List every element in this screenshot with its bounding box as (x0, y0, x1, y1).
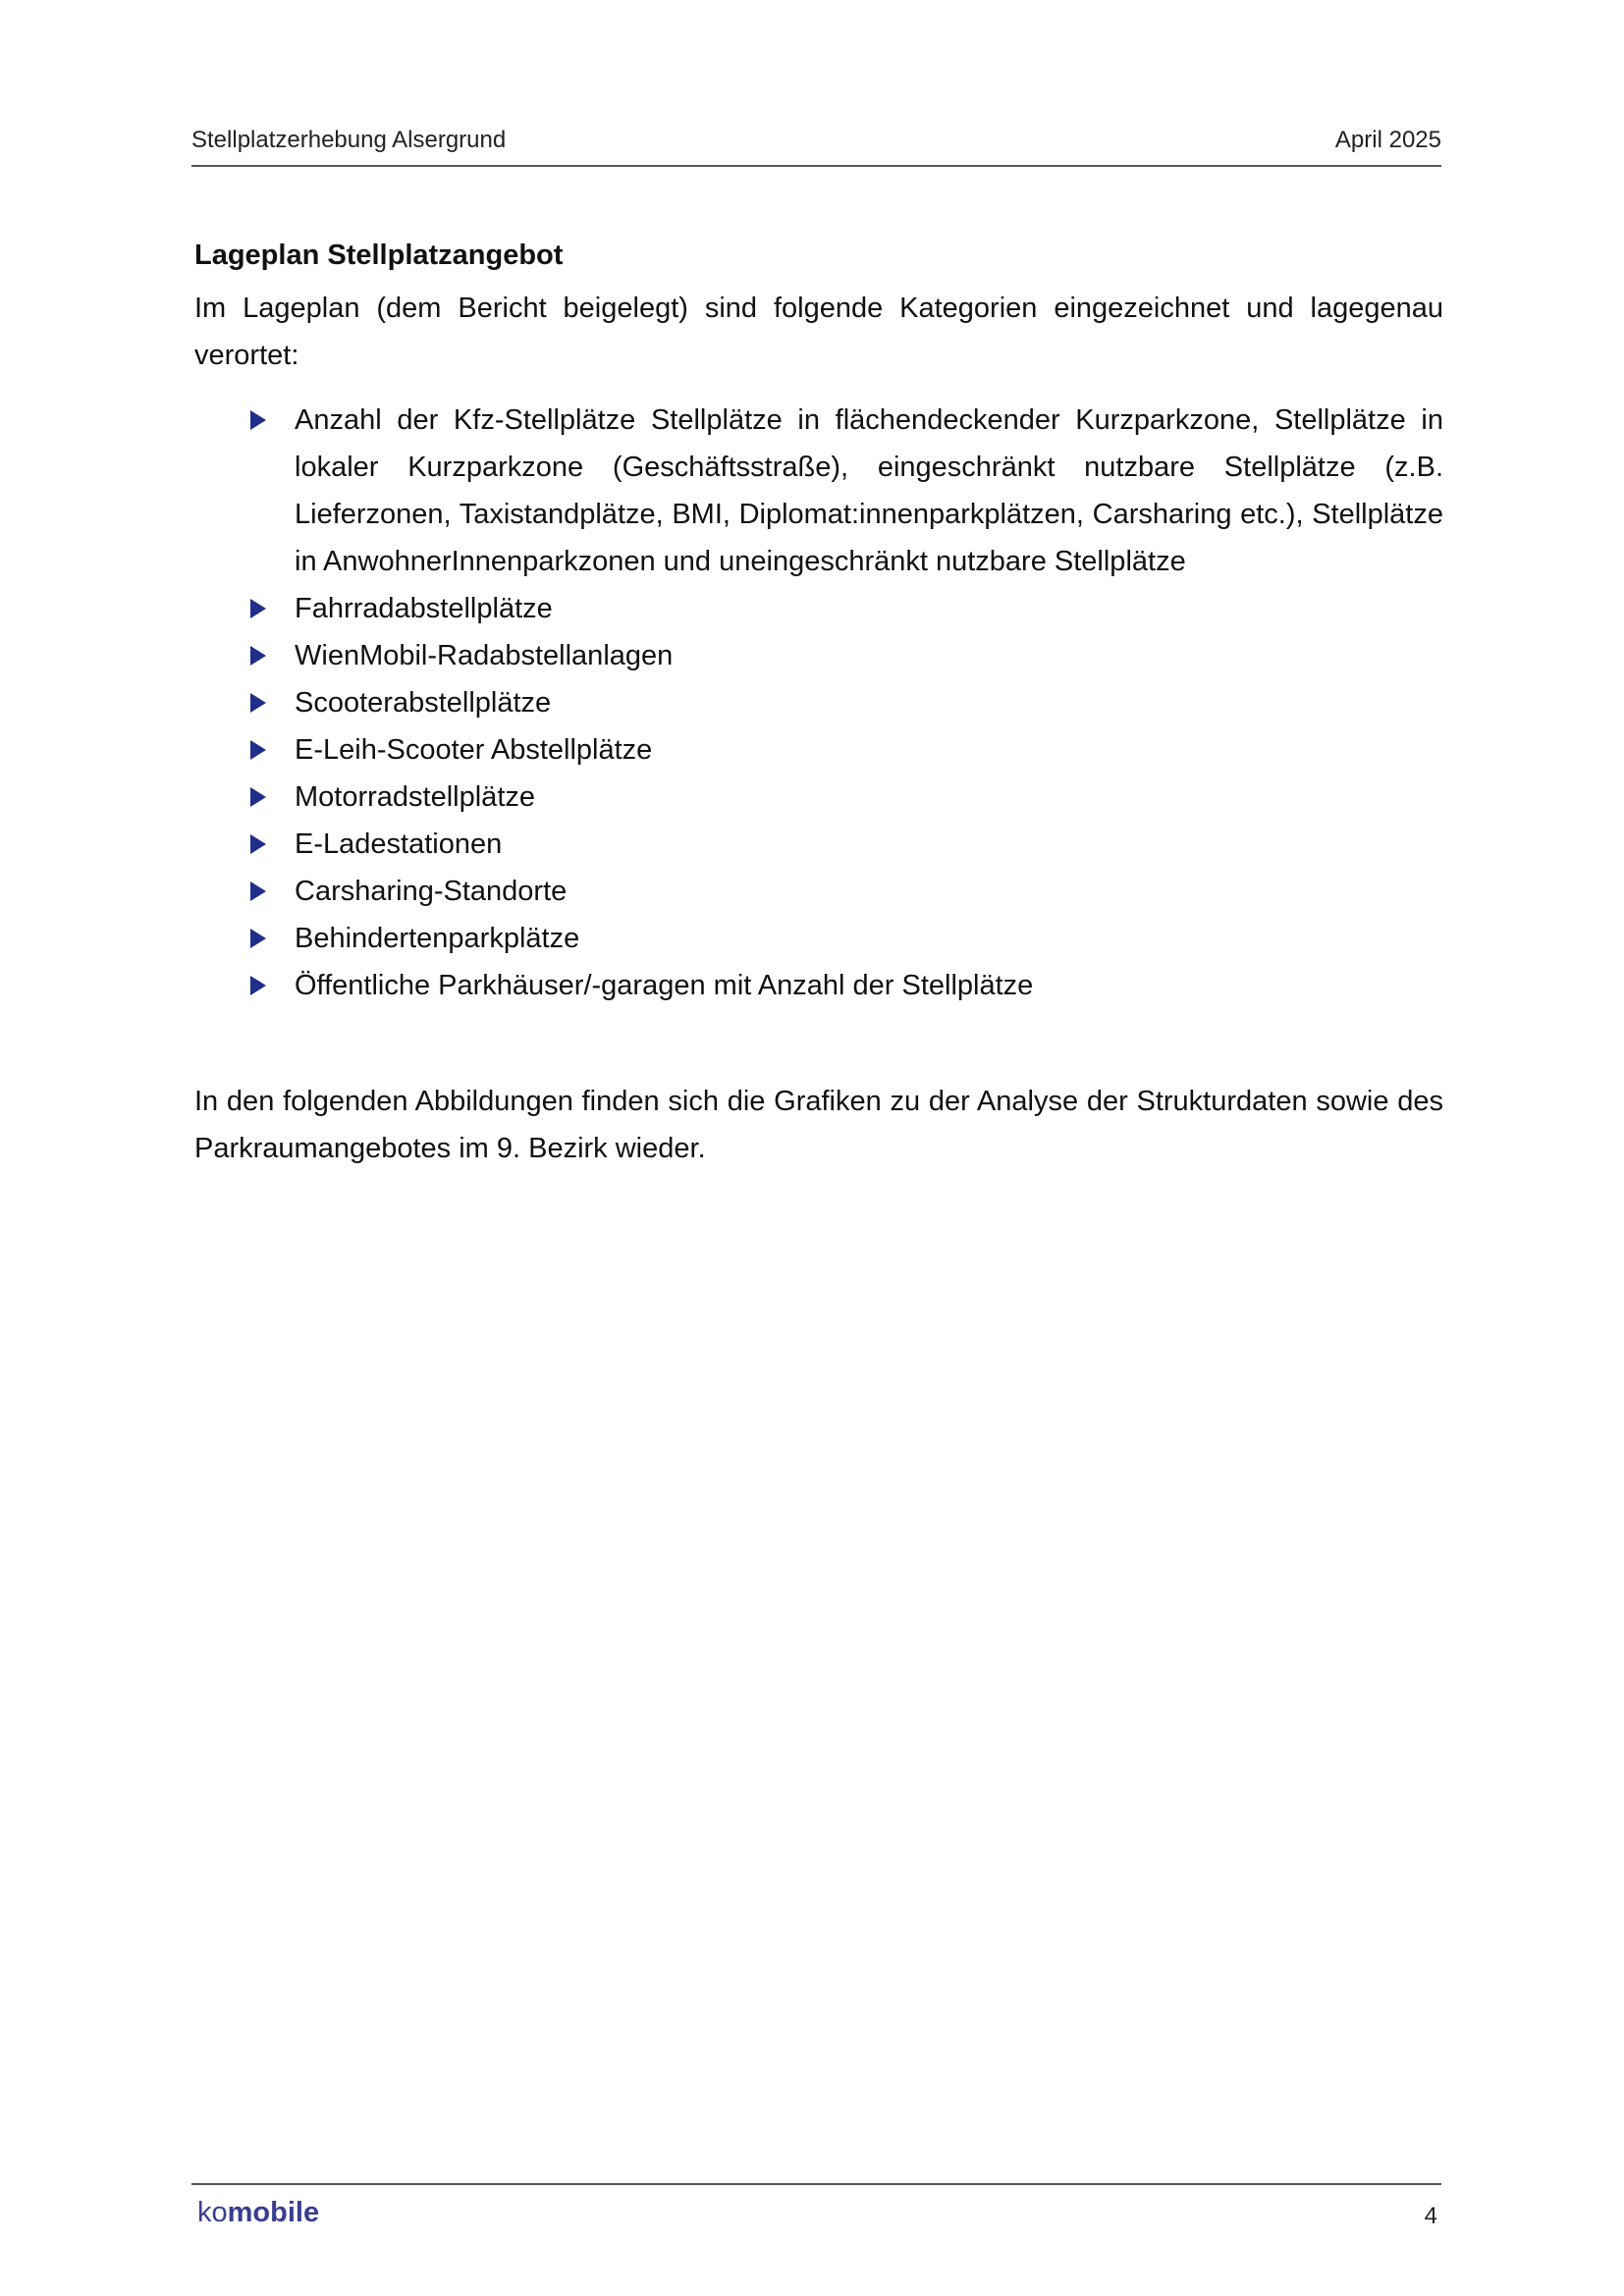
triangle-bullet-icon (250, 834, 266, 854)
triangle-bullet-icon (250, 881, 266, 901)
triangle-bullet-icon (250, 787, 266, 807)
intro-paragraph: Im Lageplan (dem Bericht beigelegt) sind folgende Kategorien eingezeichnet und lagegenau verortet: (194, 293, 1443, 371)
triangle-bullet-icon (250, 976, 266, 995)
list-item (194, 679, 1443, 726)
list-item (194, 962, 1443, 1009)
section-heading: Lageplan Stellplatzangebot (194, 240, 564, 271)
header-title: Stellplatzerhebung Alsergrund (191, 127, 507, 153)
list-item (194, 868, 1443, 915)
logo-text-prefix: ko (197, 2197, 228, 2228)
triangle-bullet-icon (250, 410, 266, 430)
list-item (194, 774, 1443, 821)
list-item-text: Behindertenparkplätze (295, 923, 580, 954)
komobile-logo (197, 2197, 319, 2229)
list-item (194, 821, 1443, 868)
list-item (194, 397, 1443, 585)
triangle-bullet-icon (250, 646, 266, 666)
list-item (194, 585, 1443, 632)
list-item-text: Öffentliche Parkhäuser/-garagen mit Anzahl der Stellplätze (295, 970, 1034, 1001)
logo-text-suffix: mobile (227, 2197, 320, 2228)
list-item (194, 726, 1443, 774)
list-item (194, 915, 1443, 962)
list-item-text: Carsharing-Standorte (295, 876, 568, 907)
list-item-text: Scooterabstellplätze (295, 687, 552, 719)
category-list (194, 397, 1443, 1009)
page-header (191, 124, 1441, 167)
list-item (194, 632, 1443, 679)
list-item-text: E-Leih-Scooter Abstellplätze (295, 734, 653, 766)
list-item-text: E-Ladestationen (295, 828, 503, 860)
triangle-bullet-icon (250, 599, 266, 618)
header-date: April 2025 (1334, 127, 1441, 153)
triangle-bullet-icon (250, 929, 266, 948)
list-item-text: Motorradstellplätze (295, 781, 535, 813)
triangle-bullet-icon (250, 693, 266, 713)
list-item-text: Anzahl der Kfz-Stellplätze Stellplätze in flächendeckender Kurzparkzone, Stellplätze in lokaler Kurzparkzone (Geschäftsstraße), eingeschränkt nutzbare Stellplätze (z.B. Lieferzonen, Taxistandplätze, BMI, Diplomat:innenparkplätzen, Carsharing etc.), Stellplätze in AnwohnerInnenparkzonen und uneingeschränkt nutzbare Stellplätze (295, 404, 1443, 577)
triangle-bullet-icon (250, 740, 266, 760)
page-content (194, 232, 1443, 1172)
list-item-text: WienMobil-Radabstellanlagen (295, 640, 674, 671)
closing-paragraph: In den folgenden Abbildungen finden sich die Grafiken zu der Analyse der Strukturdaten sowie des Parkraumangebotes im 9. Bezirk wieder. (194, 1086, 1443, 1164)
page-number: 4 (1424, 2203, 1437, 2229)
page-footer (191, 2183, 1441, 2244)
list-item-text: Fahrradabstellplätze (295, 593, 553, 624)
